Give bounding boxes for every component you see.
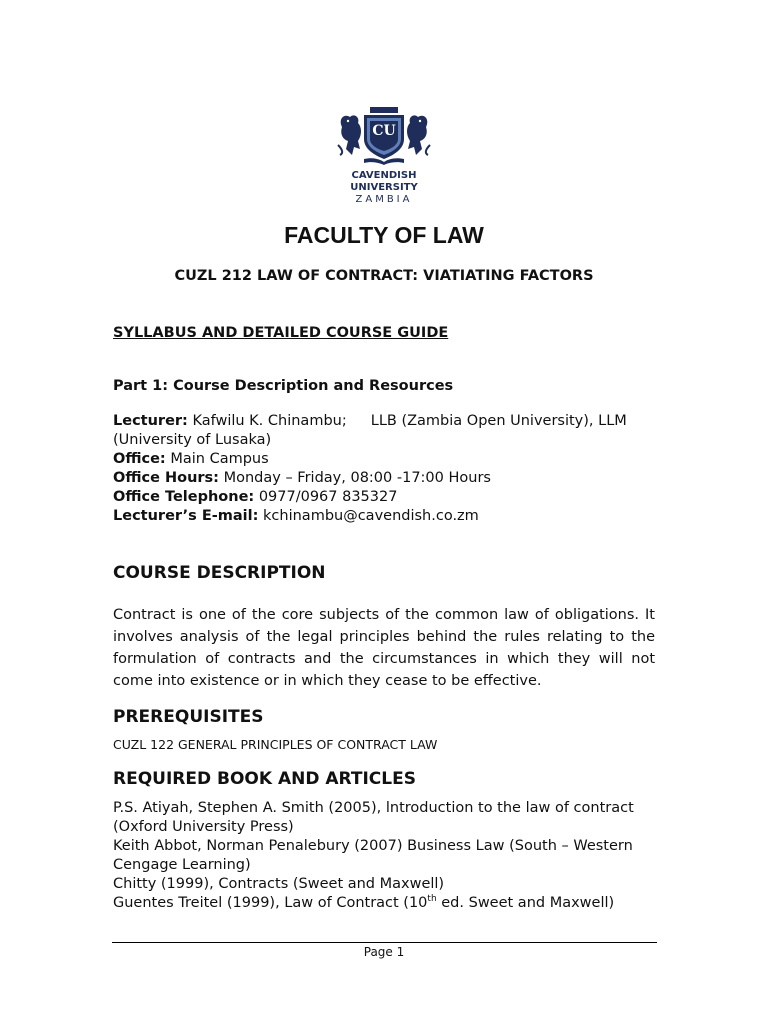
logo-text-line1: CAVENDISH [351, 170, 417, 181]
email-line [113, 507, 673, 526]
prerequisites-heading: PREREQUISITES [113, 707, 264, 727]
phone-label: Office Telephone: [113, 489, 255, 505]
office-line [113, 450, 673, 469]
required-books-list [113, 799, 673, 913]
phone-value: 0977/0967 835327 [258, 489, 398, 505]
phone-line [113, 488, 673, 507]
hours-value: Monday – Friday, 08:00 -17:00 Hours [223, 470, 491, 486]
lecturer-line [113, 412, 673, 431]
guide-title: SYLLABUS AND DETAILED COURSE GUIDE [113, 325, 449, 341]
book-item-text: Guentes Treitel (1999), Law of Contract (10 [113, 895, 428, 911]
book-item [113, 894, 673, 913]
page-number: Page 1 [363, 945, 405, 959]
footer-divider [112, 942, 657, 943]
office-label: Office: [113, 451, 166, 467]
prerequisites-text: CUZL 122 GENERAL PRINCIPLES OF CONTRACT LAW [113, 737, 438, 752]
lecturer-qualifications: LLB (Zambia Open University), LLM [370, 413, 627, 429]
book-item: P.S. Atiyah, Stephen A. Smith (2005), lntroduction to the law of contract (Oxford University Press) [113, 800, 634, 835]
crest-letters: CU [372, 123, 396, 139]
lecturer-info [113, 412, 673, 526]
email-value: kchinambu@cavendish.co.zm [263, 508, 479, 524]
course-description-text: Contract is one of the core subjects of the common law of obligations. It involves analysis of the legal principles behind the rules relating to the formulation of contracts and the circumstances in which they will not come into existence or in which they cease to be effective. [113, 607, 655, 689]
lecturer-qualifications-cont: (University of Lusaka) [113, 432, 272, 448]
email-label: Lecturer’s E-mail: [113, 508, 259, 524]
book-item: Chitty (1999), Contracts (Sweet and Maxwell) [113, 876, 445, 892]
book-item: Keith Abbot, Norman Penalebury (2007) Business Law (South – Western Cengage Learning) [113, 838, 633, 873]
hours-label: Office Hours: [113, 470, 219, 486]
book-item-text-end: ed. Sweet and Maxwell) [436, 895, 615, 911]
faculty-title: FACULTY OF LAW [284, 222, 484, 248]
required-books-heading: REQUIRED BOOK AND ARTICLES [113, 769, 416, 789]
logo-text-line3: ZAMBIA [355, 194, 413, 205]
lecturer-label: Lecturer: [113, 413, 188, 429]
edition-superscript: th [427, 894, 437, 905]
office-value: Main Campus [170, 451, 269, 467]
part1-heading: Part 1: Course Description and Resources [113, 378, 454, 394]
hours-line [113, 469, 673, 488]
course-title: CUZL 212 LAW OF CONTRACT: VIATIATING FACTORS [174, 268, 594, 284]
lecturer-name: Kafwilu K. Chinambu; [192, 413, 347, 429]
course-description-heading: COURSE DESCRIPTION [113, 563, 326, 583]
logo-text-line2: UNIVERSITY [350, 182, 418, 193]
